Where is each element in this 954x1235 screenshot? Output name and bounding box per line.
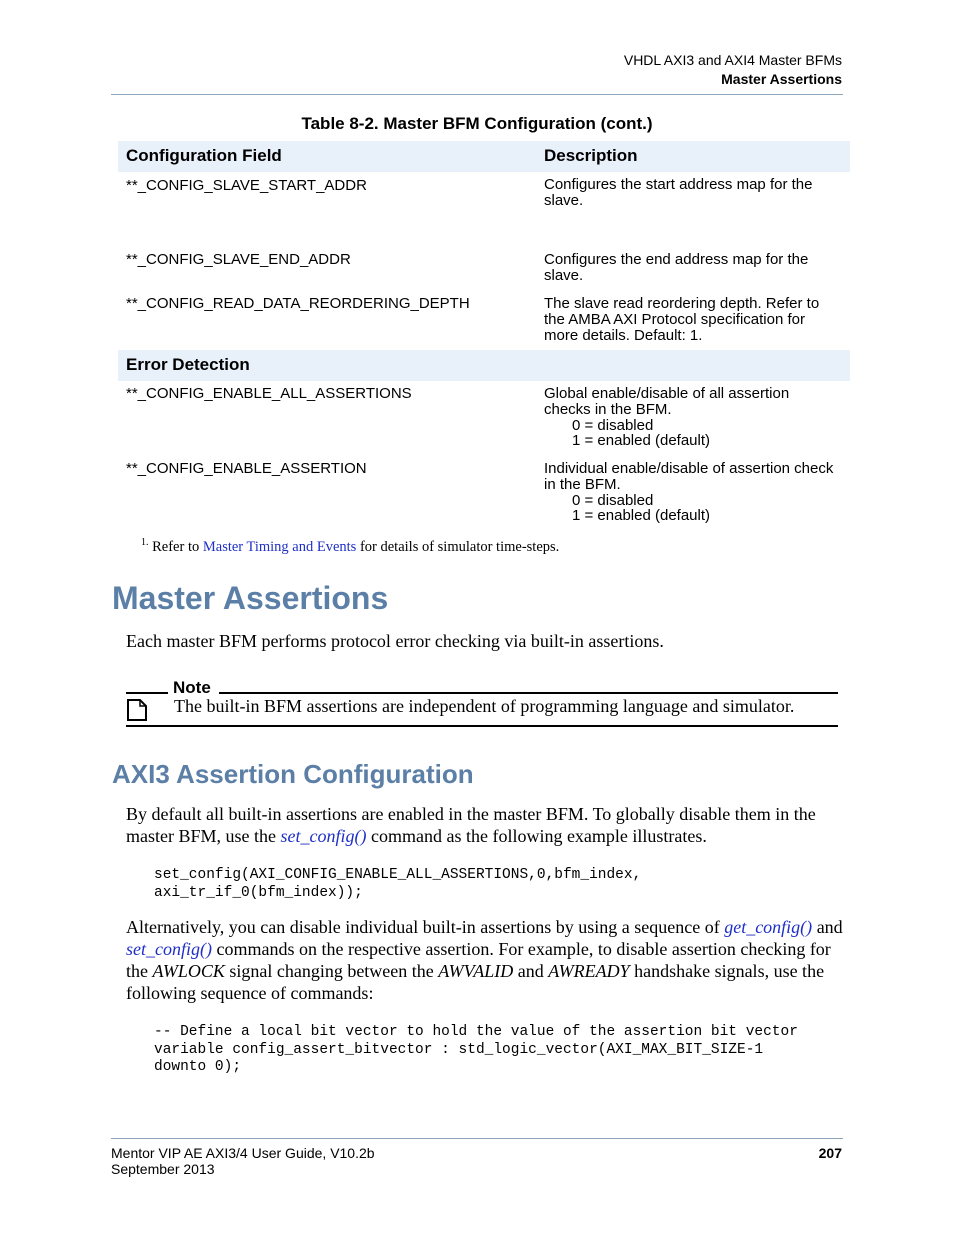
table-title: Table 8-2. Master BFM Configuration (cont.) <box>301 114 653 133</box>
set-config-link[interactable]: set_config() <box>280 826 367 846</box>
signal-name: AWLOCK <box>152 961 225 981</box>
option-line: 0 = disabled <box>572 491 654 509</box>
table-cell-description <box>544 177 849 209</box>
running-header-section: Master Assertions <box>721 71 842 87</box>
text-span: commands on the respective assertion. For example, to disable assertion checking for the <box>126 939 831 981</box>
table-cell-field: **_CONFIG_ENABLE_ASSERTION <box>126 460 367 477</box>
footnote-text: Refer to <box>152 539 203 555</box>
table-cell-field: **_CONFIG_ENABLE_ALL_ASSERTIONS <box>126 385 412 402</box>
description-line: Individual enable/disable of assertion check <box>544 460 834 477</box>
code-line: axi_tr_if_0(bfm_index)); <box>154 884 363 901</box>
note-rule <box>126 725 838 727</box>
table-cell-description <box>544 461 849 524</box>
section-heading-axi3-assertion-configuration: AXI3 Assertion Configuration <box>112 759 474 789</box>
description-line: more details. Default: 1. <box>544 326 703 344</box>
option-line: 1 = enabled (default) <box>572 432 711 450</box>
table-cell-description <box>544 386 849 449</box>
paragraph <box>126 916 846 1004</box>
text-span: handshake signals, use the following sequence of commands: <box>126 961 825 1003</box>
code-line: variable config_assert_bitvector : std_logic_vector(AXI_MAX_BIT_SIZE-1 <box>154 1041 764 1058</box>
note-text: The built-in BFM assertions are independent of programming language and simulator. <box>174 696 795 716</box>
footer-date: September 2013 <box>111 1161 215 1177</box>
footer-rule <box>111 1138 843 1139</box>
table-footnote <box>141 537 559 556</box>
master-timing-link[interactable]: Master Timing and Events <box>202 539 357 555</box>
code-block <box>154 1024 798 1077</box>
option-line: 0 = disabled <box>572 416 654 434</box>
description-line: slave. <box>544 266 584 284</box>
paragraph: Each master BFM performs protocol error checking via built-in assertions. <box>126 631 664 651</box>
description-line: checks in the BFM. <box>544 400 672 418</box>
signal-name: AWREADY <box>548 961 630 981</box>
option-line: 1 = enabled (default) <box>572 507 711 525</box>
text-span: Alternatively, you can disable individual built-in assertions by using a sequence of <box>126 917 725 937</box>
paragraph <box>126 803 846 847</box>
text-span: command as the following example illustrates. <box>366 826 707 846</box>
description-line: the AMBA AXI Protocol specification for <box>544 310 805 328</box>
text-span: and <box>513 961 549 981</box>
description-line: Global enable/disable of all assertion <box>544 385 790 402</box>
section-header-error-detection: Error Detection <box>126 355 250 374</box>
table-section-row <box>118 350 850 381</box>
footer-document-title: Mentor VIP AE AXI3/4 User Guide, V10.2b <box>111 1145 375 1161</box>
set-config-link[interactable]: set_config() <box>126 939 212 959</box>
table-cell-field: **_CONFIG_READ_DATA_REORDERING_DEPTH <box>126 295 470 312</box>
table-cell-field: **_CONFIG_SLAVE_START_ADDR <box>126 177 367 194</box>
note-label: Note <box>173 678 211 697</box>
get-config-link[interactable]: get_config() <box>724 917 813 937</box>
code-block <box>154 867 641 902</box>
page-number: 207 <box>818 1145 842 1161</box>
text-span: and <box>812 917 843 937</box>
document-icon <box>127 699 147 721</box>
note-box <box>126 675 838 727</box>
description-line: Configures the start address map for the <box>544 176 813 193</box>
section-heading-master-assertions: Master Assertions <box>112 580 389 616</box>
footnote-text: for details of simulator time-steps. <box>356 539 560 555</box>
description-line: slave. <box>544 191 584 209</box>
running-header-chapter: VHDL AXI3 and AXI4 Master BFMs <box>623 52 842 68</box>
description-line: Configures the end address map for the <box>544 251 809 268</box>
table-cell-description <box>544 252 849 284</box>
column-header-field: Configuration Field <box>126 146 282 165</box>
code-line: -- Define a local bit vector to hold the value of the assertion bit vector <box>154 1024 798 1040</box>
text-span: signal changing between the <box>224 961 439 981</box>
table-header-row <box>118 141 850 172</box>
column-header-description: Description <box>544 146 638 165</box>
table-cell-field: **_CONFIG_SLAVE_END_ADDR <box>126 251 351 268</box>
code-line: set_config(AXI_CONFIG_ENABLE_ALL_ASSERTIONS,0,bfm_index, <box>154 867 642 883</box>
description-line: in the BFM. <box>544 475 621 493</box>
table-cell-description <box>544 296 849 343</box>
signal-name: AWVALID <box>438 961 514 981</box>
description-line: The slave read reordering depth. Refer to <box>544 295 820 312</box>
note-rule <box>219 692 838 694</box>
header-rule <box>111 94 843 95</box>
text-span: By default all built-in assertions are enabled in the master BFM. To globally disable them in the master BFM, use the <box>126 804 816 846</box>
footnote-marker: 1. <box>141 537 149 548</box>
code-line: downto 0); <box>154 1059 242 1075</box>
note-rule <box>126 692 168 694</box>
